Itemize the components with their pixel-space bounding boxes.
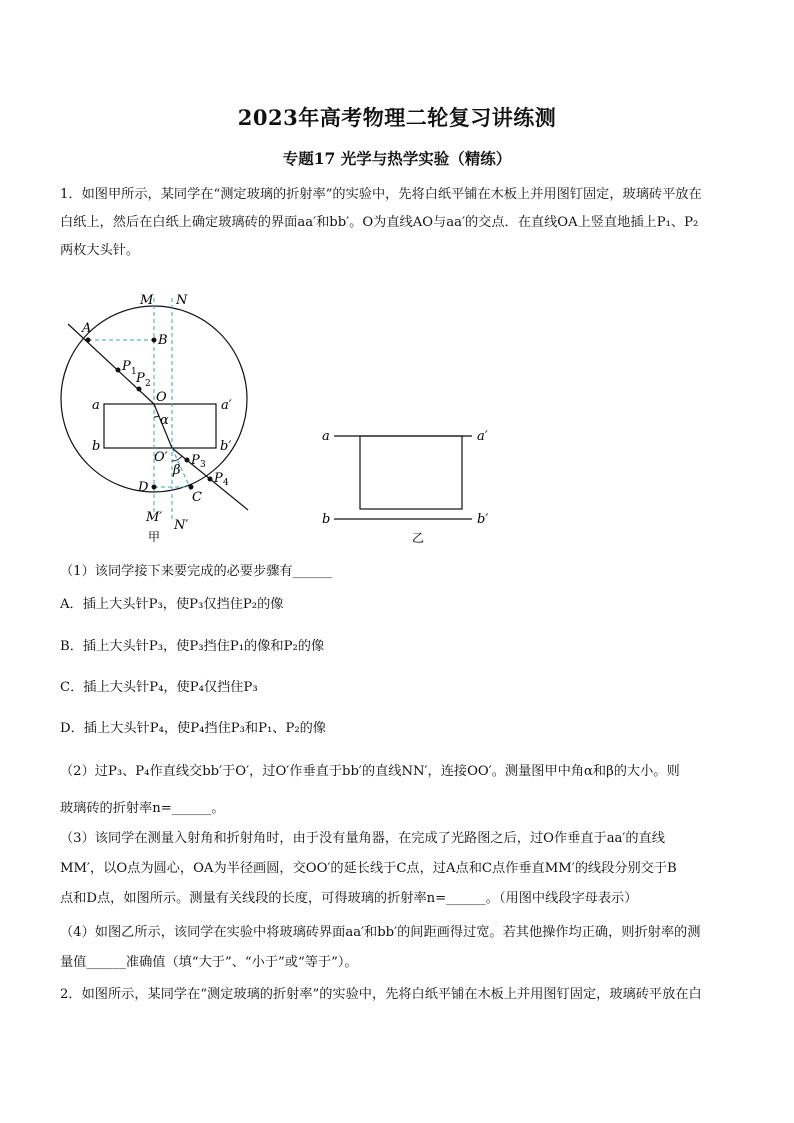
label-N-prime: N′: [174, 518, 189, 533]
label-C: C: [192, 490, 202, 505]
label-a-prime: a′: [221, 398, 232, 413]
angle-beta-arc: [172, 456, 182, 461]
q1-sub3-line-3: 点和D点，如图所示。测量有关线段的长度，可得玻璃的折射率n=______。（用图中线段字母表示）: [60, 891, 638, 906]
q1-option-d: D．插上大头针P₄，使P₄挡住P₃和P₁、P₂的像: [60, 721, 326, 736]
point-P4: [208, 477, 213, 482]
label-M: M: [140, 293, 154, 308]
label-O-prime: O′: [154, 450, 168, 465]
angle-alpha-arc: [154, 416, 159, 417]
caption-jia: 甲: [148, 530, 161, 544]
label-yi-b: b: [322, 512, 331, 527]
q1-sub2-line-2: 玻璃砖的折射率n=______。: [60, 801, 225, 816]
incident-ray: [68, 324, 154, 404]
label-beta: β: [173, 463, 181, 478]
q1-sub4-line-2: 量值______准确值（填“大于”、“小于”或“等于”）。: [60, 955, 358, 970]
label-b-prime: b′: [220, 439, 232, 454]
label-M-prime: M′: [146, 510, 163, 525]
label-yi-a: a: [322, 429, 330, 444]
q1-option-c: C．插上大头针P₄，使P₄仅挡住P₃: [60, 680, 258, 695]
label-P1-sub: 1: [131, 367, 137, 377]
q1-sub2-line-1: （2）过P₃、P₄作直线交bb′于O′，过O′作垂直于bb′的直线NN′，连接OO′。测量图甲中角α和β的大小。则: [60, 764, 680, 779]
q1-stem-line-2: 白纸上，然后在白纸上确定玻璃砖的界面aa′和bb′。O为直线AO与aa′的交点．在直线OA上竖直地插上P₁、P₂: [60, 215, 699, 230]
label-P2: P: [136, 371, 145, 386]
q1-sub4-line-1: （4）如图乙所示，该同学在实验中将玻璃砖界面aa′和bb′的间距画得过宽。若其他操作均正确，则折射率的测: [60, 925, 701, 940]
label-B: B: [158, 333, 168, 348]
point-P2: [137, 387, 142, 392]
label-P4: P: [214, 471, 223, 486]
label-alpha: α: [160, 413, 169, 428]
label-O: O: [156, 390, 167, 405]
point-P3: [185, 458, 190, 463]
page-subtitle: 专题17 光学与热学实验（精练）: [282, 149, 512, 168]
glass-brick-yi: [360, 436, 462, 509]
label-N: N: [176, 293, 188, 308]
figure-yi: [322, 429, 488, 545]
q1-sub3-line-1: （3）该同学在测量入射角和折射角时，由于没有量角器，在完成了光路图之后，过O作垂直于aa′的直线: [60, 831, 665, 846]
label-P4-sub: 4: [223, 478, 229, 488]
label-P1: P: [122, 359, 131, 374]
label-a: a: [92, 398, 100, 413]
label-P2-sub: 2: [145, 379, 151, 389]
label-P3-sub: 3: [200, 460, 206, 470]
label-b: b: [92, 439, 101, 454]
point-A: [86, 338, 91, 343]
label-yi-a-prime: a′: [477, 429, 488, 444]
label-A: A: [82, 321, 92, 336]
q2-stem-line-1: 2．如图所示，某同学在“测定玻璃的折射率”的实验中，先将白纸平铺在木板上并用图钉固定，玻璃砖平放在白: [60, 987, 702, 1002]
q1-sub3-line-2: MM′，以O点为圆心，OA为半径画圆，交OO′的延长线于C点，过A点和C点作垂直MM′的线段分别交于B: [60, 861, 677, 876]
q1-sub1: （1）该同学接下来要完成的必要步骤有______: [60, 564, 333, 579]
q1-option-b: B．插上大头针P₃，使P₃挡住P₁的像和P₂的像: [60, 639, 325, 654]
q1-option-a: A．插上大头针P₃，使P₃仅挡住P₂的像: [60, 597, 284, 612]
label-P3: P: [191, 453, 200, 468]
page-title: 2023年高考物理二轮复习讲练测: [237, 105, 557, 130]
point-P1: [116, 368, 121, 373]
optics-figure: [52, 286, 502, 548]
label-yi-b-prime: b′: [477, 512, 489, 527]
figure-jia: [61, 293, 248, 544]
point-B: [152, 338, 157, 343]
label-D: D: [138, 480, 149, 495]
caption-yi: 乙: [412, 531, 425, 545]
point-D: [152, 485, 157, 490]
point-C: [189, 485, 194, 490]
q1-stem-line-1: 1．如图甲所示，某同学在“测定玻璃的折射率”的实验中，先将白纸平铺在木板上并用图钉固定，玻璃砖平放在: [60, 187, 702, 202]
q1-stem-line-3: 两枚大头针。: [60, 243, 140, 258]
